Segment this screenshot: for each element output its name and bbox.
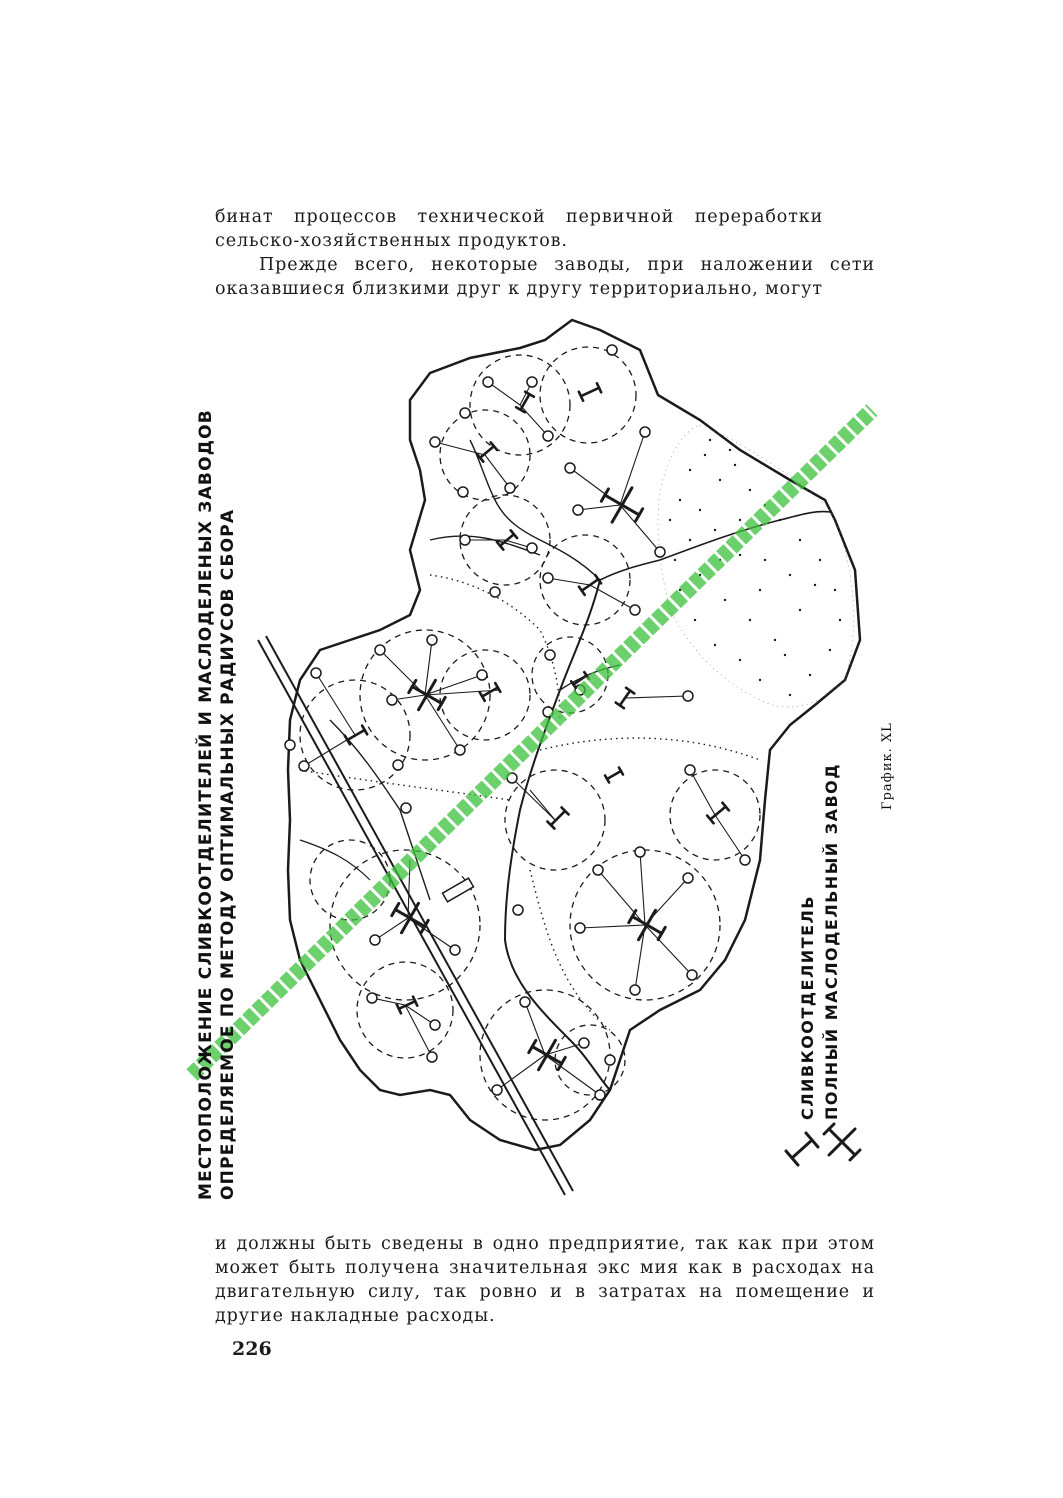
top-line-2: сельско-хозяйственных продуктов. [215, 231, 568, 251]
top-line-1: бинат процессов технической первичной переработки [215, 207, 824, 227]
river [505, 580, 610, 1090]
bottom-paragraph: и должны быть сведены в одно предприятие, так как при этом может быть получена значительная экс мия как в расходах на двигательную силу, так ровно и в затратах на помещение и другие накладные расходы. [215, 1234, 875, 1326]
legend-factory-label: ПОЛНЫЙ МАСЛОДЕЛЬНЫЙ ЗАВОД [822, 762, 841, 1120]
legend-separator-label: СЛИВКООТДЕЛИТЕЛЬ [798, 895, 817, 1120]
page-number: 226 [232, 1338, 272, 1360]
top-paragraph-2: Прежде всего, некоторые заводы, при наложении сети оказавшиеся близкими друг к другу территориально, могут [215, 255, 875, 299]
legend-symbols [786, 1124, 860, 1165]
bottom-text [215, 1232, 875, 1328]
figure-title-line-1: МЕСТОПОЛОЖЕНИЕ СЛИВКООТДЕЛИТЕЛЕЙ И МАСЛОДЕЛЕНЫХ ЗАВОДОВ [196, 409, 216, 1200]
figure-caption: График. XL [880, 722, 895, 810]
figure-title-line-2: ОПРЕДЕЛЯЕМОЕ ПО МЕТОДУ ОПТИМАЛЬНЫХ РАДИУСОВ СБОРА [218, 508, 238, 1200]
territory-outline [288, 320, 860, 1150]
